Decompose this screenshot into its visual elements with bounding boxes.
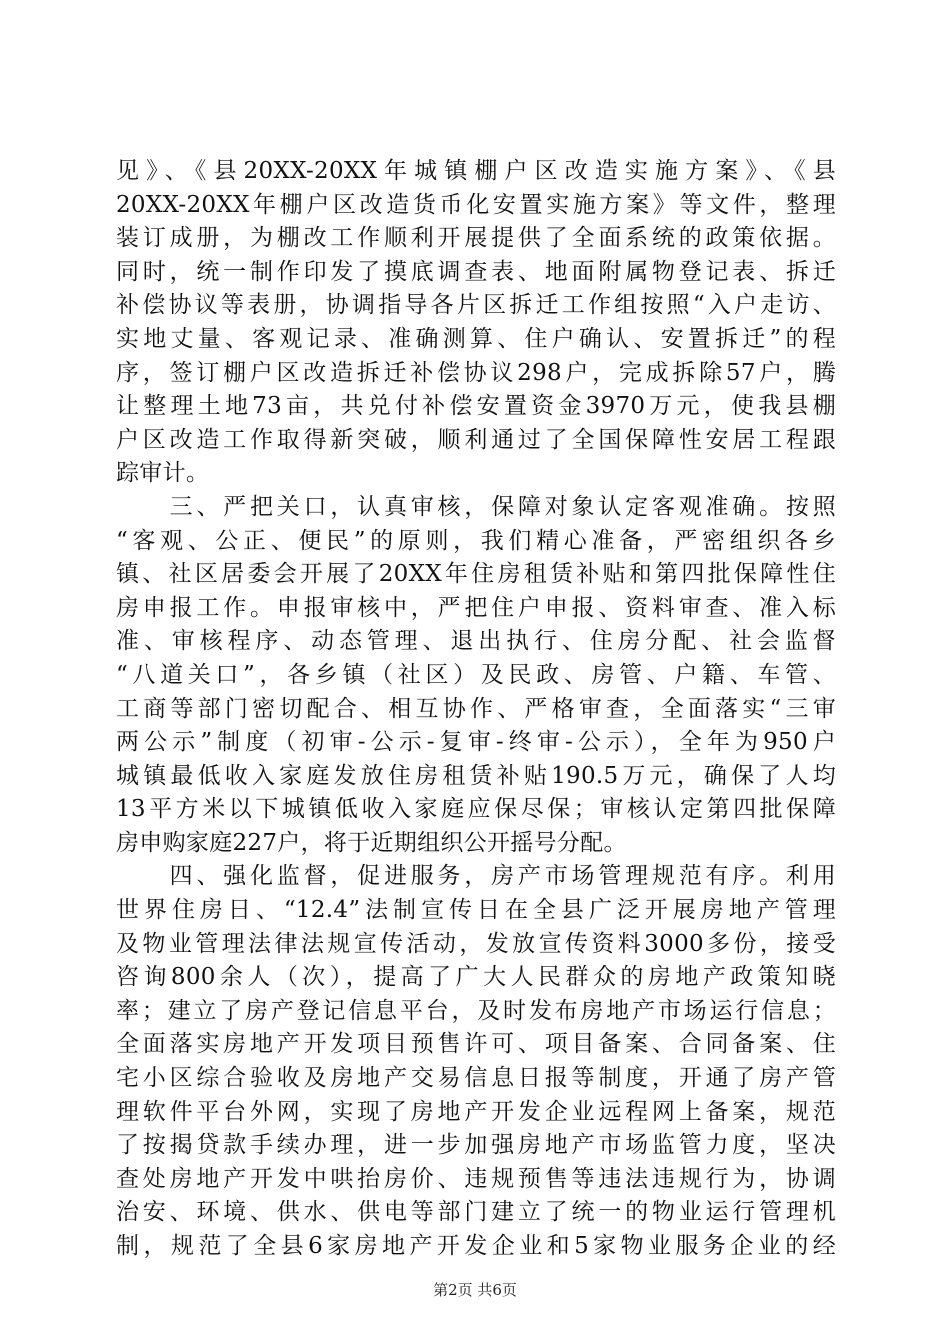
page-footer: 第2页 共6页 xyxy=(433,1281,517,1299)
text-line: 13平方米以下城镇低收入家庭应保尽保；审核认定第四批保障 xyxy=(116,796,836,823)
text-line: 让整理土地73亩，共兑付补偿安置资金3970万元，使我县棚 xyxy=(116,393,836,420)
text-line: 理软件平台外网，实现了房地产开发企业远程网上备案，规范 xyxy=(116,1098,836,1125)
text-line: 房申购家庭227户，将于近期组织公开摇号分配。 xyxy=(116,829,627,856)
text-line: “八道关口”，各乡镇（社区）及民政、房管、户籍、车管、 xyxy=(116,661,836,688)
text-line: 实地丈量、客观记录、准确测算、住户确认、安置拆迁”的程 xyxy=(116,325,836,352)
body-text xyxy=(116,155,836,1264)
text-line: 世界住房日、“12.4”法制宣传日在全县广泛开展房地产管理 xyxy=(116,897,836,924)
text-line: 装订成册，为棚改工作顺利开展提供了全面系统的政策依据。 xyxy=(116,225,836,252)
text-line: 四、强化监督，促进服务，房产市场管理规范有序。利用 xyxy=(116,863,836,890)
text-line: 两公示”制度（初审-公示-复审-终审-公示），全年为950户 xyxy=(116,729,836,756)
text-line: 踪审计。 xyxy=(116,460,210,487)
text-line: 城镇最低收入家庭发放住房租赁补贴190.5万元，确保了人均 xyxy=(116,762,836,789)
text-line: 制，规范了全县6家房地产开发企业和5家物业服务企业的经 xyxy=(116,1233,836,1259)
text-line: “客观、公正、便民”的原则，我们精心准备，严密组织各乡 xyxy=(116,527,836,554)
text-line: 查处房地产开发中哄抬房价、违规预售等违法违规行为，协调 xyxy=(116,1165,836,1192)
text-line: 治安、环境、供水、供电等部门建立了统一的物业运行管理机 xyxy=(116,1199,836,1226)
text-line: 全面落实房地产开发项目预售许可、项目备案、合同备案、住 xyxy=(116,1031,836,1058)
text-line: 咨询800余人（次），提高了广大人民群众的房地产政策知晓 xyxy=(116,964,836,991)
text-line: 工商等部门密切配合、相互协作、严格审查，全面落实“三审 xyxy=(116,695,836,722)
text-line: 准、审核程序、动态管理、退出执行、住房分配、社会监督 xyxy=(116,628,836,655)
text-line: 同时，统一制作印发了摸底调查表、地面附属物登记表、拆迁 xyxy=(116,258,836,285)
text-line: 及物业管理法律法规宣传活动，发放宣传资料3000多份，接受 xyxy=(116,930,836,957)
text-line: 宅小区综合验收及房地产交易信息日报等制度，开通了房产管 xyxy=(116,1065,836,1092)
text-line: 三、严把关口，认真审核，保障对象认定客观准确。按照 xyxy=(116,493,836,520)
text-line: 率；建立了房产登记信息平台，及时发布房地产市场运行信息； xyxy=(116,997,836,1024)
text-line: 了按揭贷款手续办理，进一步加强房地产市场监管力度，坚决 xyxy=(116,1132,836,1159)
text-line: 补偿协议等表册，协调指导各片区拆迁工作组按照“入户走访、 xyxy=(116,292,836,319)
text-line: 序，签订棚户区改造拆迁补偿协议298户，完成拆除57户，腾 xyxy=(116,359,836,386)
text-line: 见》、《县20XX-20XX年城镇棚户区改造实施方案》、《县 xyxy=(116,158,836,184)
text-line: 20XX-20XX年棚户区改造货币化安置实施方案》等文件，整理 xyxy=(116,191,836,218)
text-line: 户区改造工作取得新突破，顺利通过了全国保障性安居工程跟 xyxy=(116,426,836,453)
text-line: 房申报工作。申报审核中，严把住户申报、资料审查、准入标 xyxy=(116,594,836,621)
text-line: 镇、社区居委会开展了20XX年住房租赁补贴和第四批保障性住 xyxy=(116,561,836,588)
